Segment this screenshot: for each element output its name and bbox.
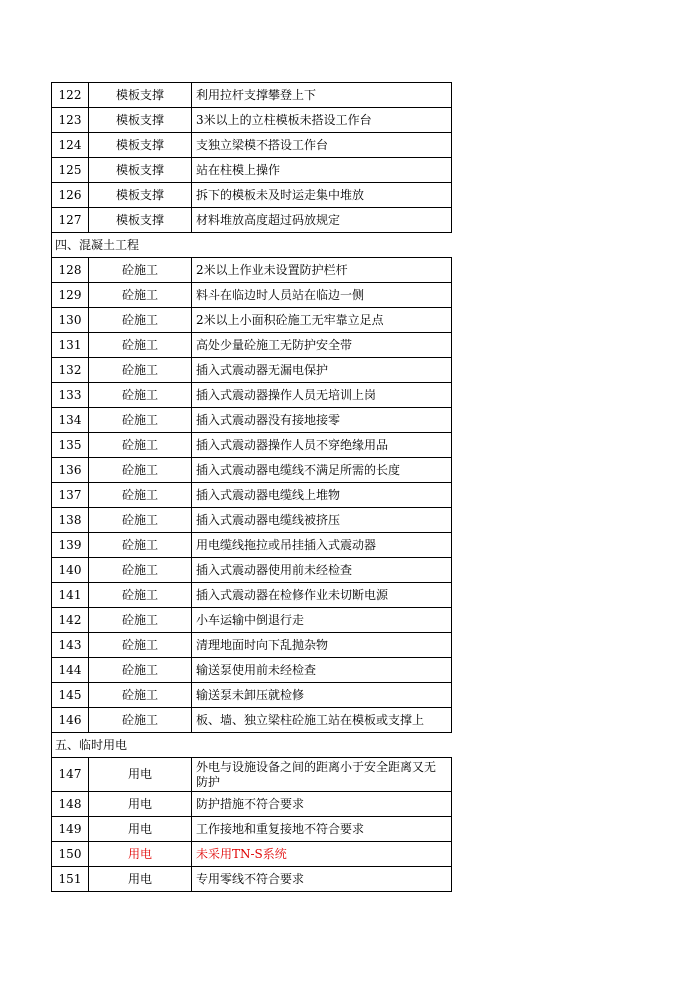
row-description: 未采用TN-S系统: [192, 842, 452, 867]
row-description: 输送泵未卸压就检修: [192, 683, 452, 708]
row-description: 插入式震动器使用前未经检查: [192, 558, 452, 583]
row-category: 砼施工: [89, 433, 192, 458]
row-description: 防护措施不符合要求: [192, 792, 452, 817]
row-category: 砼施工: [89, 458, 192, 483]
row-number: 149: [52, 817, 89, 842]
safety-hazard-sheet: [51, 82, 451, 892]
row-description: 插入式震动器没有接地接零: [192, 408, 452, 433]
row-description: 支独立梁模不搭设工作台: [192, 133, 452, 158]
table-row: [52, 383, 452, 408]
row-number: 122: [52, 83, 89, 108]
table-row: [52, 308, 452, 333]
row-description: 高处少量砼施工无防护安全带: [192, 333, 452, 358]
row-category: 砼施工: [89, 633, 192, 658]
row-category: 砼施工: [89, 708, 192, 733]
row-category: 砼施工: [89, 583, 192, 608]
row-category: 砼施工: [89, 658, 192, 683]
row-number: 133: [52, 383, 89, 408]
row-category: 砼施工: [89, 483, 192, 508]
row-number: 131: [52, 333, 89, 358]
table-row: [52, 817, 452, 842]
row-category: 砼施工: [89, 558, 192, 583]
table-row: [52, 608, 452, 633]
hazard-table-body: [52, 83, 452, 892]
row-description: 清理地面时向下乱抛杂物: [192, 633, 452, 658]
table-row: [52, 458, 452, 483]
row-category: 砼施工: [89, 408, 192, 433]
row-description: 板、墙、独立梁柱砼施工站在模板或支撑上: [192, 708, 452, 733]
row-category: 用电: [89, 867, 192, 892]
row-category: 模板支撑: [89, 133, 192, 158]
row-number: 150: [52, 842, 89, 867]
row-description: 插入式震动器操作人员不穿绝缘用品: [192, 433, 452, 458]
row-category: 砼施工: [89, 333, 192, 358]
table-row: [52, 658, 452, 683]
row-number: 142: [52, 608, 89, 633]
table-row: [52, 583, 452, 608]
table-row: [52, 158, 452, 183]
table-row: [52, 508, 452, 533]
row-description: 输送泵使用前未经检查: [192, 658, 452, 683]
table-row: [52, 633, 452, 658]
table-row: [52, 408, 452, 433]
row-description: 2米以上小面积砼施工无牢靠立足点: [192, 308, 452, 333]
row-number: 138: [52, 508, 89, 533]
row-description: 2米以上作业未设置防护栏杆: [192, 258, 452, 283]
row-number: 146: [52, 708, 89, 733]
row-category: 砼施工: [89, 383, 192, 408]
row-number: 126: [52, 183, 89, 208]
row-description: 3米以上的立柱模板未搭设工作台: [192, 108, 452, 133]
section-header: [52, 233, 452, 258]
table-row: [52, 792, 452, 817]
row-number: 129: [52, 283, 89, 308]
row-number: 125: [52, 158, 89, 183]
table-row: [52, 558, 452, 583]
row-number: 128: [52, 258, 89, 283]
row-number: 137: [52, 483, 89, 508]
table-row: [52, 483, 452, 508]
row-category: 砼施工: [89, 308, 192, 333]
row-category: 用电: [89, 792, 192, 817]
row-category: 砼施工: [89, 683, 192, 708]
table-row: [52, 333, 452, 358]
row-number: 135: [52, 433, 89, 458]
row-category: 砼施工: [89, 533, 192, 558]
row-number: 132: [52, 358, 89, 383]
row-category: 砼施工: [89, 608, 192, 633]
row-number: 141: [52, 583, 89, 608]
row-number: 127: [52, 208, 89, 233]
row-description: 插入式震动器操作人员无培训上岗: [192, 383, 452, 408]
row-category: 用电: [89, 817, 192, 842]
table-row: [52, 758, 452, 792]
table-row: [52, 108, 452, 133]
table-row: [52, 83, 452, 108]
row-category: 砼施工: [89, 508, 192, 533]
row-description: 小车运输中倒退行走: [192, 608, 452, 633]
row-category: 模板支撑: [89, 158, 192, 183]
table-row: [52, 258, 452, 283]
row-category: 模板支撑: [89, 108, 192, 133]
row-number: 124: [52, 133, 89, 158]
row-number: 140: [52, 558, 89, 583]
row-number: 145: [52, 683, 89, 708]
row-description: 插入式震动器在检修作业未切断电源: [192, 583, 452, 608]
row-description: 插入式震动器电缆线被挤压: [192, 508, 452, 533]
section-title: 四、混凝土工程: [52, 233, 452, 258]
row-description: 站在柱模上操作: [192, 158, 452, 183]
row-description: 用电缆线拖拉或吊挂插入式震动器: [192, 533, 452, 558]
table-row: [52, 683, 452, 708]
hazard-table: [51, 82, 452, 892]
row-category: 模板支撑: [89, 183, 192, 208]
row-category: 模板支撑: [89, 83, 192, 108]
row-description: 外电与设施设备之间的距离小于安全距离又无防护: [192, 758, 452, 792]
row-category: 砼施工: [89, 258, 192, 283]
row-number: 148: [52, 792, 89, 817]
row-description: 料斗在临边时人员站在临边一侧: [192, 283, 452, 308]
row-category: 用电: [89, 842, 192, 867]
table-row: [52, 133, 452, 158]
row-description: 材料堆放高度超过码放规定: [192, 208, 452, 233]
row-category: 用电: [89, 758, 192, 792]
row-number: 130: [52, 308, 89, 333]
row-category: 砼施工: [89, 283, 192, 308]
table-row: [52, 283, 452, 308]
row-number: 143: [52, 633, 89, 658]
row-number: 134: [52, 408, 89, 433]
row-number: 123: [52, 108, 89, 133]
row-description: 利用拉杆支撑攀登上下: [192, 83, 452, 108]
row-number: 136: [52, 458, 89, 483]
table-row: [52, 433, 452, 458]
row-category: 砼施工: [89, 358, 192, 383]
row-category: 模板支撑: [89, 208, 192, 233]
row-description: 插入式震动器无漏电保护: [192, 358, 452, 383]
section-header: [52, 733, 452, 758]
row-description: 拆下的模板未及时运走集中堆放: [192, 183, 452, 208]
table-row: [52, 208, 452, 233]
row-description: 插入式震动器电缆线不满足所需的长度: [192, 458, 452, 483]
row-number: 139: [52, 533, 89, 558]
table-row: [52, 708, 452, 733]
table-row: [52, 183, 452, 208]
row-number: 144: [52, 658, 89, 683]
table-row: [52, 358, 452, 383]
table-row: [52, 842, 452, 867]
section-title: 五、临时用电: [52, 733, 452, 758]
row-number: 151: [52, 867, 89, 892]
row-number: 147: [52, 758, 89, 792]
table-row: [52, 533, 452, 558]
table-row: [52, 867, 452, 892]
row-description: 工作接地和重复接地不符合要求: [192, 817, 452, 842]
row-description: 专用零线不符合要求: [192, 867, 452, 892]
row-description: 插入式震动器电缆线上堆物: [192, 483, 452, 508]
